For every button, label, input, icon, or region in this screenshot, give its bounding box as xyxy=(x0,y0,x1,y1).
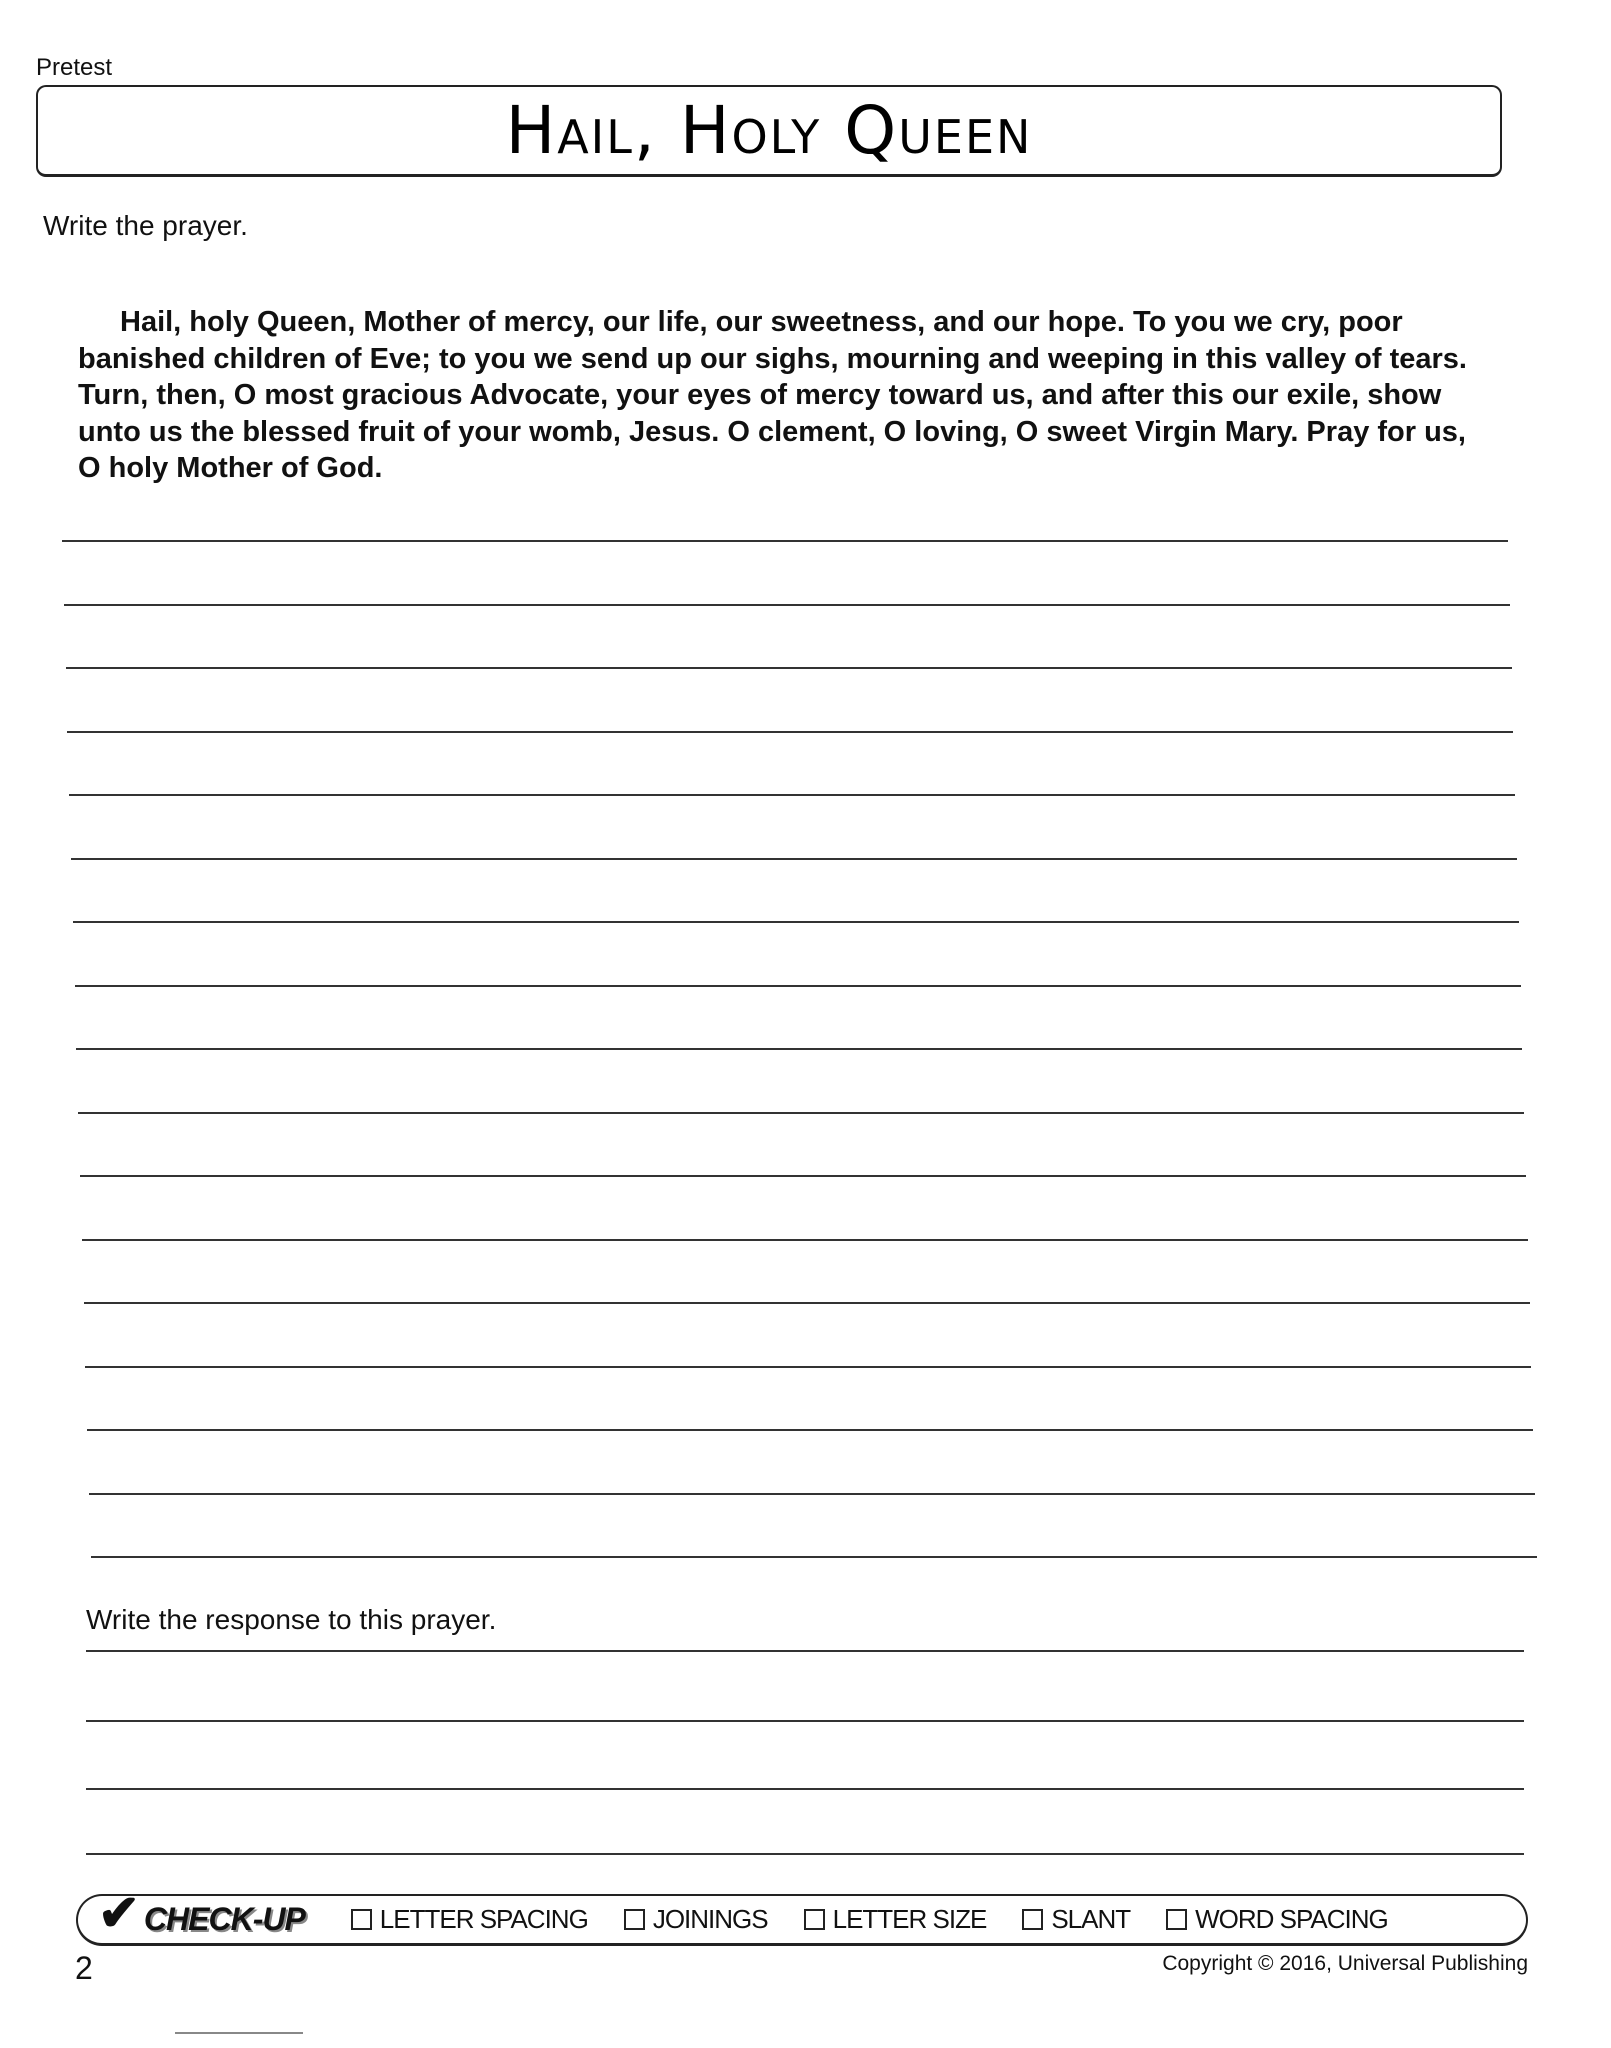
writing-line[interactable] xyxy=(85,1366,1531,1368)
checkbox-icon[interactable] xyxy=(804,1909,825,1930)
response-line[interactable] xyxy=(86,1650,1524,1652)
writing-line[interactable] xyxy=(82,1239,1528,1241)
checkbox-label: LETTER SPACING xyxy=(379,1904,588,1934)
writing-line[interactable] xyxy=(78,1112,1524,1114)
checkbox-icon[interactable] xyxy=(351,1909,372,1930)
checkbox-label: JOININGS xyxy=(652,1904,768,1934)
checkbox-label: LETTER SIZE xyxy=(832,1904,987,1934)
checkup-label: CHECK-UP xyxy=(143,1901,305,1937)
section-label: Pretest xyxy=(36,54,113,81)
response-line[interactable] xyxy=(86,1853,1524,1855)
checkmark-icon: ✔ xyxy=(98,1884,140,1941)
writing-line[interactable] xyxy=(64,604,1510,606)
checkbox-icon[interactable] xyxy=(1166,1909,1187,1930)
writing-line[interactable] xyxy=(91,1556,1537,1558)
writing-line[interactable] xyxy=(67,731,1513,733)
checkbox-label: WORD SPACING xyxy=(1195,1904,1388,1934)
writing-line[interactable] xyxy=(69,794,1515,796)
response-line[interactable] xyxy=(86,1720,1524,1722)
checkbox-label: SLANT xyxy=(1051,1904,1131,1934)
writing-line[interactable] xyxy=(73,921,1519,923)
checkbox-joinings[interactable] xyxy=(624,1904,768,1935)
page-title: Hail, Holy Queen xyxy=(505,91,1033,169)
page-number: 2 xyxy=(75,1950,93,1986)
writing-line[interactable] xyxy=(80,1175,1526,1177)
writing-line[interactable] xyxy=(76,1048,1522,1050)
writing-line[interactable] xyxy=(84,1302,1530,1304)
divider xyxy=(175,2032,303,2034)
writing-line[interactable] xyxy=(89,1493,1535,1495)
writing-line[interactable] xyxy=(62,540,1508,542)
response-line[interactable] xyxy=(86,1788,1524,1790)
checkbox-letter-size[interactable] xyxy=(804,1904,987,1935)
checkbox-letter-spacing[interactable] xyxy=(351,1904,588,1935)
instruction-write-prayer: Write the prayer. xyxy=(43,210,248,241)
checkbox-slant[interactable] xyxy=(1022,1904,1130,1935)
writing-line[interactable] xyxy=(71,858,1517,860)
checkup-bar xyxy=(76,1884,1528,1946)
prayer-text: Hail, holy Queen, Mother of mercy, our life, our sweetness, and our hope. To you we cry, poor banished children of Eve; to you we send up our sighs, mourning and weeping in this valley of tears. Turn, then, O most gracious Advocate, your eyes of mercy toward us, and after this our exile, show unto us the blessed fruit of your womb, Jesus. O clement, O loving, O sweet Virgin Mary. Pray for us, O holy Mother of God. xyxy=(78,306,1467,484)
checkbox-icon[interactable] xyxy=(1022,1909,1043,1930)
title-banner xyxy=(36,85,1502,177)
writing-line[interactable] xyxy=(87,1429,1533,1431)
checkbox-word-spacing[interactable] xyxy=(1166,1904,1388,1935)
writing-line[interactable] xyxy=(66,667,1512,669)
copyright: Copyright © 2016, Universal Publishing xyxy=(1162,1952,1528,1975)
writing-line[interactable] xyxy=(75,985,1521,987)
instruction-write-response: Write the response to this prayer. xyxy=(86,1604,497,1635)
checkbox-icon[interactable] xyxy=(624,1909,645,1930)
